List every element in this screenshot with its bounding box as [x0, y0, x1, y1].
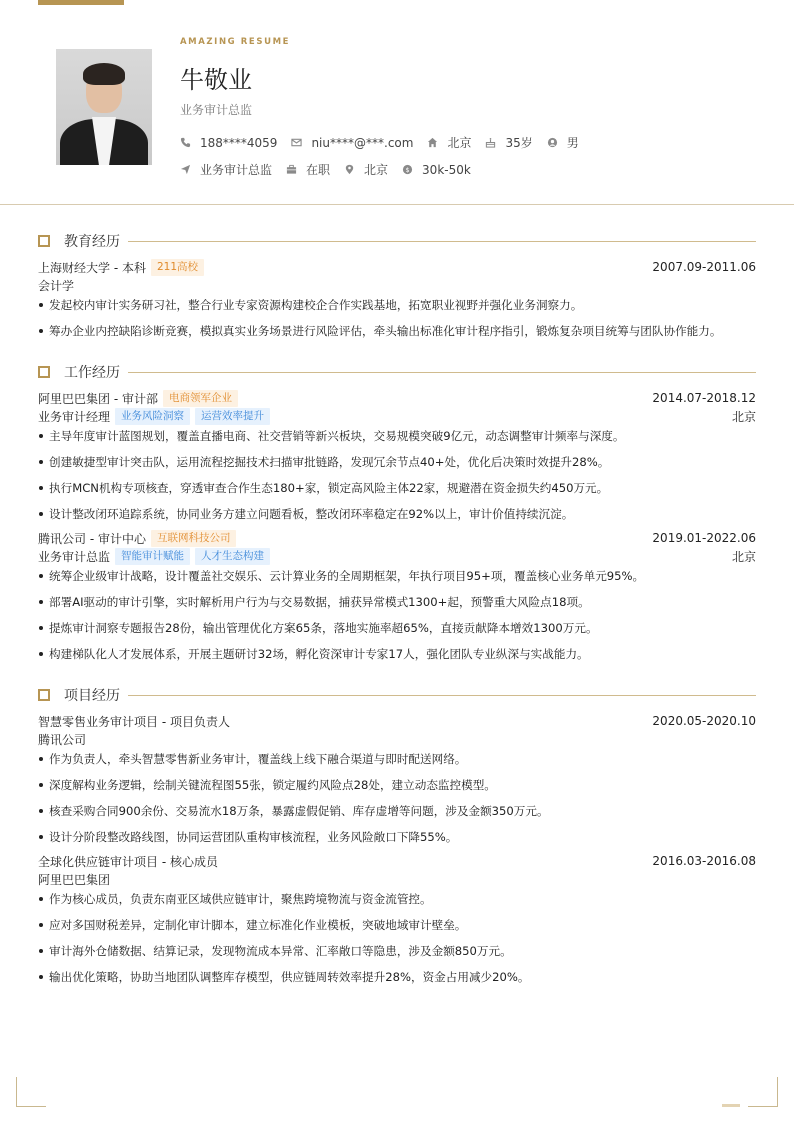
gender-icon	[547, 137, 558, 148]
section-projects	[38, 685, 756, 705]
cake-icon	[485, 137, 496, 148]
status-info	[286, 161, 330, 178]
city-text: 北京	[447, 136, 472, 150]
candidate-name: 牛敬业	[180, 66, 252, 94]
section-marker-icon	[38, 366, 50, 378]
project-entry-sub	[38, 730, 756, 748]
section-title-work: 工作经历	[64, 365, 120, 381]
role-tag: 智能审计赋能	[115, 548, 190, 565]
list-item: 筹办企业内控缺陷诊断竞赛，模拟真实业务场景进行风险评估，牵头输出标准化审计程序指引，锻炼复杂项目统筹与团队协作能力。	[38, 323, 756, 339]
section-education	[38, 231, 756, 251]
section-divider	[128, 695, 756, 696]
list-item: 深度解构业务逻辑，绘制关键流程图55张，锁定履约风险点28处，建立动态监控模型。	[38, 777, 756, 793]
education-entry-head	[38, 258, 756, 276]
company-tag: 互联网科技公司	[151, 530, 237, 547]
project-name: 全球化供应链审计项目 - 核心成员	[38, 854, 218, 869]
corner-decoration-left	[16, 1077, 46, 1107]
phone-text: 188****4059	[200, 135, 278, 150]
project-date: 2020.05-2020.10	[652, 714, 756, 728]
role-tag: 人才生态构建	[195, 548, 270, 565]
target-city-text: 北京	[364, 163, 389, 177]
list-item: 审计海外仓储数据、结算记录，发现物流成本异常、汇率敞口等隐患，涉及金额850万元。	[38, 943, 756, 959]
status-text: 在职	[306, 163, 331, 177]
company-tag: 电商领军企业	[163, 390, 238, 407]
role-name: 业务审计总监	[38, 549, 111, 564]
avatar-photo	[56, 49, 152, 165]
list-item: 部署AI驱动的审计引擎，实时解析用户行为与交易数据，捕获异常模式1300+起，预警重大风险点18项。	[38, 594, 756, 610]
briefcase-icon	[286, 164, 297, 175]
work-date: 2019.01-2022.06	[652, 531, 756, 545]
section-divider	[128, 241, 756, 242]
education-entry-sub	[38, 276, 756, 294]
list-item: 设计整改闭环追踪系统，协同业务方建立问题看板，整改闭环率稳定在92%以上，审计价值持续沉淀。	[38, 506, 756, 522]
list-item: 发起校内审计实务研习社，整合行业专家资源构建校企合作实践基地，拓宽职业视野并强化业务洞察力。	[38, 297, 756, 313]
work-entry-sub	[38, 407, 756, 425]
section-work	[38, 362, 756, 382]
svg-text:$: $	[405, 165, 410, 174]
list-item: 输出优化策略，协助当地团队调整库存模型，供应链周转效率提升28%，资金占用减少20%。	[38, 969, 756, 985]
money-icon	[402, 164, 413, 175]
email-info	[291, 136, 413, 150]
work-location: 北京	[731, 409, 756, 424]
role-tag: 运营效率提升	[195, 408, 270, 425]
work-location: 北京	[731, 549, 756, 564]
role-tag: 业务风险洞察	[115, 408, 190, 425]
list-item: 构建梯队化人才发展体系，开展主题研讨32场，孵化资深审计专家17人，强化团队专业纵深与实战能力。	[38, 646, 756, 662]
salary-info	[402, 163, 471, 177]
phone-info	[180, 136, 277, 150]
home-icon	[427, 137, 438, 148]
list-item: 作为负责人，牵头智慧零售新业务审计，覆盖线上线下融合渠道与即时配送网络。	[38, 751, 756, 767]
project-name: 智慧零售业务审计项目 - 项目负责人	[38, 714, 230, 729]
list-item: 设计分阶段整改路线图，协同运营团队重构审核流程，业务风险敞口下降55%。	[38, 829, 756, 845]
project-org: 腾讯公司	[38, 732, 87, 747]
company-name: 腾讯公司 - 审计中心	[38, 531, 146, 546]
age-text: 35岁	[505, 136, 533, 150]
corner-dash-decoration	[722, 1104, 740, 1107]
section-title-projects: 项目经历	[64, 688, 120, 704]
education-date: 2007.09-2011.06	[652, 260, 756, 274]
list-item: 应对多国财税差异，定制化审计脚本，建立标准化作业模板，突破地域审计壁垒。	[38, 917, 756, 933]
resume-header	[0, 0, 794, 205]
work-entry-sub	[38, 547, 756, 565]
role-name: 业务审计经理	[38, 409, 111, 424]
email-text: niu****@***.com	[311, 135, 414, 150]
city-info	[427, 134, 471, 151]
list-item: 统筹企业级审计战略，设计覆盖社交娱乐、云计算业务的全周期框架，年执行项目95+项，覆盖核心业务单元95%。	[38, 568, 756, 584]
phone-icon	[180, 137, 191, 148]
mail-icon	[291, 137, 302, 148]
list-item: 核查采购合同900余份、交易流水18万条，暴露虚假促销、库存虚增等问题，涉及金额350万元。	[38, 803, 756, 819]
location-pin-icon	[344, 164, 355, 175]
major: 会计学	[38, 278, 75, 293]
contact-row	[180, 134, 593, 151]
project-entry-head	[38, 852, 756, 870]
school-name: 上海财经大学 - 本科	[38, 260, 146, 275]
list-item: 提炼审计洞察专题报告28份，输出管理优化方案65条，落地实施率超65%，直接贡献降本增效1300万元。	[38, 620, 756, 636]
target-position-text: 业务审计总监	[200, 163, 273, 177]
section-title-education: 教育经历	[64, 234, 120, 250]
job-intent-row	[180, 161, 485, 178]
gender-info	[547, 134, 579, 151]
gender-text: 男	[566, 136, 579, 150]
work-entry-head	[38, 389, 756, 407]
section-divider	[128, 372, 756, 373]
project-entry-sub	[38, 870, 756, 888]
company-name: 阿里巴巴集团 - 审计部	[38, 391, 158, 406]
section-marker-icon	[38, 235, 50, 247]
list-item: 创建敏捷型审计突击队，运用流程挖掘技术扫描审批链路，发现冗余节点40+处，优化后决策时效提升28%。	[38, 454, 756, 470]
work-entry-head	[38, 529, 756, 547]
age-info	[485, 134, 532, 151]
candidate-title: 业务审计总监	[180, 103, 253, 117]
project-date: 2016.03-2016.08	[652, 854, 756, 868]
section-marker-icon	[38, 689, 50, 701]
list-item: 主导年度审计蓝图规划，覆盖直播电商、社交营销等新兴板块，交易规模突破9亿元，动态调整审计频率与深度。	[38, 428, 756, 444]
target-city-info	[344, 161, 388, 178]
project-entry-head	[38, 712, 756, 730]
tagline: AMAZING RESUME	[180, 37, 291, 47]
send-icon	[180, 164, 191, 175]
salary-text: 30k-50k	[422, 162, 471, 177]
corner-decoration-right	[748, 1077, 778, 1107]
school-tag: 211高校	[151, 259, 204, 276]
project-org: 阿里巴巴集团	[38, 872, 111, 887]
list-item: 执行MCN机构专项核查，穿透审查合作生态180+家，锁定高风险主体22家，规避潜在资金损失约450万元。	[38, 480, 756, 496]
target-position-info	[180, 161, 272, 178]
work-date: 2014.07-2018.12	[652, 391, 756, 405]
list-item: 作为核心成员，负责东南亚区域供应链审计，聚焦跨境物流与资金流管控。	[38, 891, 756, 907]
